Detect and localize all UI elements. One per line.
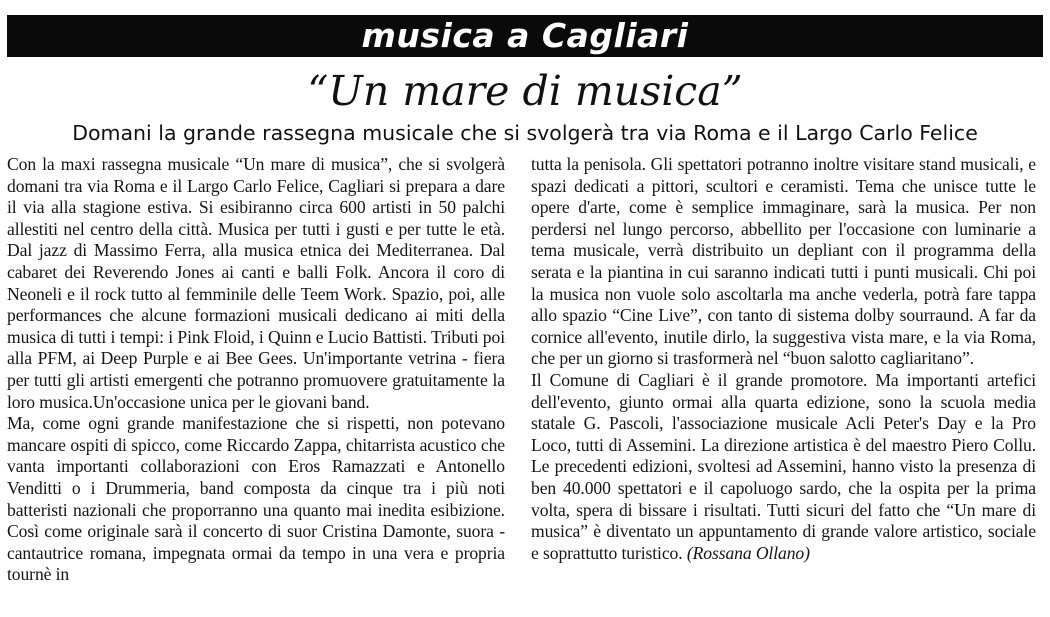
left-paragraph-1: Con la maxi rassegna musicale “Un mare di musica”, che si svolgerà domani tra via Roma e il Largo Carlo Felice, Cagliari si prepara a dare il via alla stagione estiva. Si esibiranno circa 600 artisti in 50 palchi allestiti nel centro della città. Musica per tutti i gusti e per tutte le età. Dal jazz di Massimo Ferra, alla musica etnica dei Mediterranea. Dal cabaret dei Reverendo Jones ai canti e balli Folk. Ancora il coro di Neoneli e il rock tutto al femminile delle Teem Work. Spazio, poi, alle performances che alcune formazioni musicali dedicano ai miti della musica di tutti i tempi: i Pink Floid, i Quinn e Lucio Battisti. Tributi poi alla PFM, ai Deep Purple e ai Bee Gees. Un'importante vetrina - fiera per tutti gli artisti emergenti che potranno promuovere gratuitamente la loro musica.Un'occasione unica per le giovani band. (7, 154, 505, 412)
section-banner: musica a Cagliari (7, 15, 1043, 57)
headline: “Un mare di musica” (307, 67, 743, 115)
author-byline: (Rossana Ollano) (686, 542, 810, 563)
right-paragraph-2-text: Il Comune di Cagliari è il grande promotore. Ma importanti artefici dell'evento, giunto ormai alla quarta edizione, sono la scuola media statale G. Pascoli, l'associazione musicale Acli Peter's Day e la Pro Loco, tutti di Assemini. La direzione artistica è del maestro Piero Collu. Le precedenti edizioni, svoltesi ad Assemini, hanno visto la presenza di ben 40.000 spettatori e il capoluogo sardo, che la ospita per la prima volta, spera di bissare i risultati. Tutti sicuri del fatto che “Un mare di musica” è diventato un appuntamento di grande valore artistico, sociale e soprattutto turistico. (531, 369, 1036, 563)
left-paragraph-2: Ma, come ogni grande manifestazione che si rispetti, non potevano mancare ospiti di spicco, come Riccardo Zappa, chitarrista acustico che vanta importanti collaborazioni con Eros Ramazzati e Antonello Venditti o i Drummeria, band composta da cinque tra i più noti batteristi nazionali che proporranno una quanto mai inedita esibizione. Così come originale sarà il concerto di suor Cristina Damonte, suora - cantautrice romana, impegnata ormai da tempo in una vera e propria tournè in (7, 413, 505, 585)
article-column-left (7, 154, 505, 586)
right-paragraph-1: tutta la penisola. Gli spettatori potranno inoltre visitare stand musicali, e spazi dedicati a pittori, scultori e ceramisti. Tema che unisce tutte le opere d'arte, come è semplice immaginare, sarà la musica. Per non perdersi nel lungo percorso, abbellito per l'occasione con luminarie a tema musicale, verrà distribuito un depliant con il programma della serata e la piantina in cui saranno indicati tutti i punti musicali. Chi poi la musica non vuole solo ascoltarla ma anche vederla, potrà fare tappa allo spazio “Cine Live”, con tanto di sistema dolby sourraund. A far da cornice all'evento, inutile dirlo, la suggestiva vista mare, e la via Roma, che per un giorno si trasformerà nel “buon salotto cagliaritano”. (531, 154, 1036, 369)
right-paragraph-2 (531, 370, 1036, 564)
subheadline: Domani la grande rassegna musicale che si svolgerà tra via Roma e il Largo Carlo Felice (72, 121, 978, 145)
article-column-right (531, 154, 1036, 564)
